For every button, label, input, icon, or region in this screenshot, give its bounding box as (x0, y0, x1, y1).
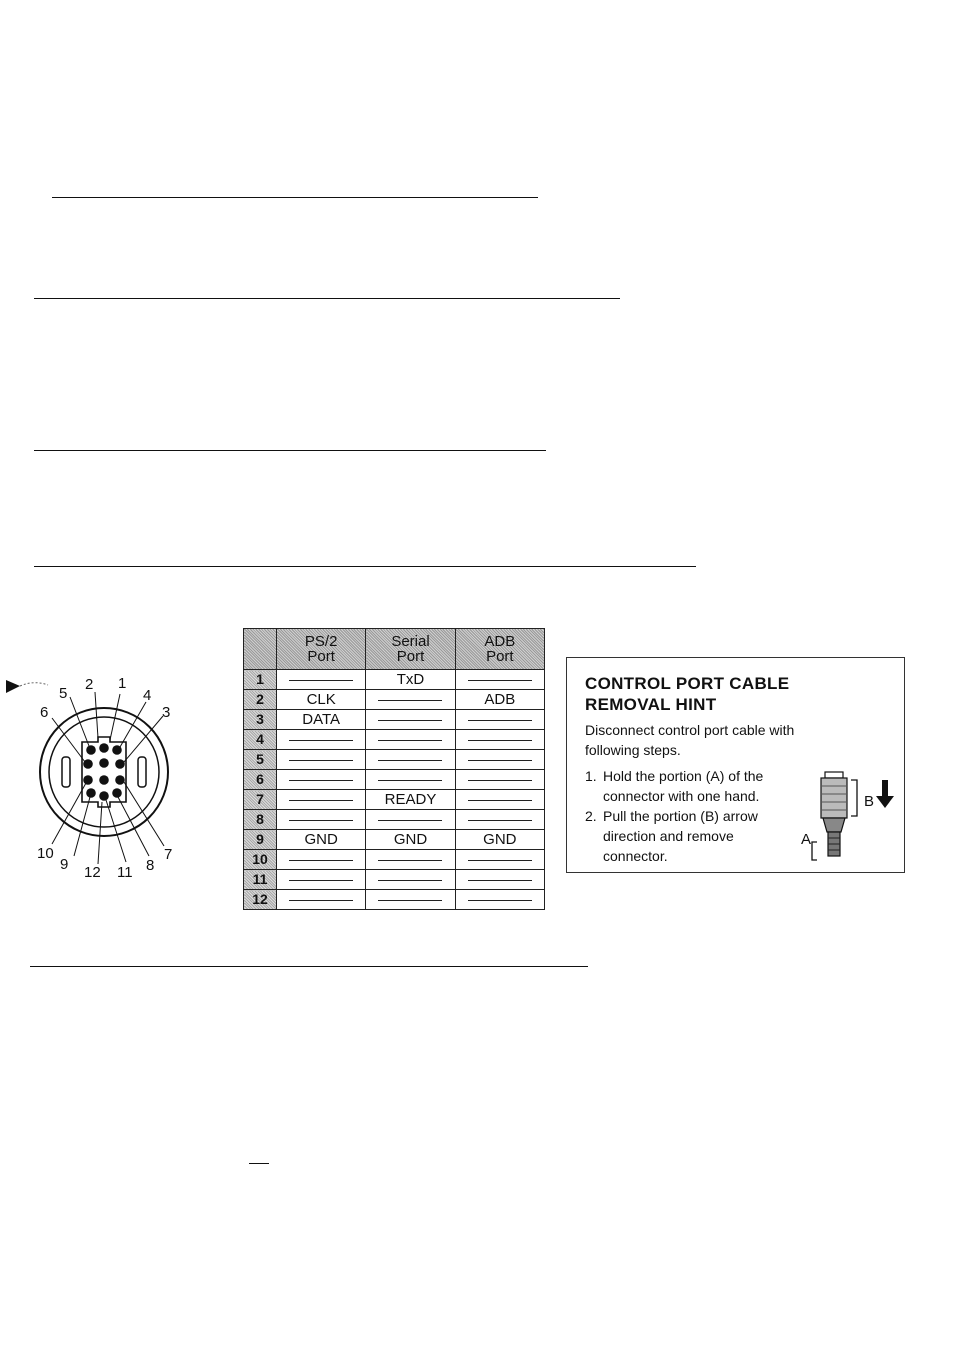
adb-cell (455, 670, 544, 690)
adb-cell (455, 710, 544, 730)
pin-assignment-table (243, 628, 545, 910)
column-header-serial: Serial Port (366, 629, 455, 670)
adb-cell (455, 830, 544, 850)
short-rule (249, 1163, 269, 1164)
serial-cell (366, 770, 455, 790)
empty-cell-dash (289, 820, 353, 821)
pin-label: 4 (143, 687, 152, 704)
serial-cell (366, 850, 455, 870)
pin-number-cell (244, 730, 277, 750)
adb-cell (455, 890, 544, 910)
adb-cell (455, 770, 544, 790)
cell-value: 11 (252, 871, 268, 887)
horizontal-rule (34, 450, 546, 451)
pin-label: 7 (164, 846, 173, 863)
serial-cell (366, 830, 455, 850)
horizontal-rule (34, 298, 620, 299)
table-row (244, 870, 545, 890)
ps2-cell (277, 690, 366, 710)
empty-cell-dash (289, 760, 353, 761)
pin-label: 9 (60, 856, 69, 873)
empty-cell-dash (378, 760, 442, 761)
empty-cell-dash (468, 740, 532, 741)
pin-number-cell (244, 810, 277, 830)
step-number: 1. (585, 768, 597, 784)
ps2-cell (277, 790, 366, 810)
serial-cell (366, 690, 455, 710)
ps2-cell (277, 750, 366, 770)
empty-cell-dash (468, 900, 532, 901)
cell-value: GND (393, 831, 428, 848)
serial-cell (366, 790, 455, 810)
pin-label: 6 (40, 704, 49, 721)
pin-label: 2 (85, 676, 94, 693)
empty-cell-dash (378, 820, 442, 821)
adb-cell (455, 850, 544, 870)
column-header-ps2: PS/2 Port (277, 629, 366, 670)
horizontal-rule (52, 197, 538, 198)
empty-cell-dash (378, 740, 442, 741)
cell-value: 10 (252, 851, 268, 867)
pin-label: 8 (146, 857, 155, 874)
empty-cell-dash (378, 880, 442, 881)
table-corner-cell (244, 629, 277, 670)
serial-cell (366, 750, 455, 770)
empty-cell-dash (468, 820, 532, 821)
table-row (244, 810, 545, 830)
cell-value: GND (304, 831, 338, 848)
step-text: Hold the portion (A) of the connector with one hand. (603, 768, 764, 804)
table-row (244, 830, 545, 850)
empty-cell-dash (378, 900, 442, 901)
ps2-cell (277, 670, 366, 690)
table-row (244, 770, 545, 790)
cell-value: DATA (302, 711, 341, 728)
ps2-cell (277, 770, 366, 790)
table-row (244, 690, 545, 710)
cell-value: CLK (306, 691, 336, 708)
ps2-cell (277, 730, 366, 750)
empty-cell-dash (289, 860, 353, 861)
empty-cell-dash (289, 780, 353, 781)
cell-value: 4 (256, 731, 264, 747)
pin-number-cell (244, 850, 277, 870)
horizontal-rule (30, 966, 588, 967)
serial-cell (366, 870, 455, 890)
pin-label: 5 (59, 685, 68, 702)
hint-intro-text: Disconnect control port cable with following steps. (585, 722, 795, 758)
empty-cell-dash (468, 780, 532, 781)
plug-illustration (799, 766, 899, 866)
cell-value: 7 (256, 791, 264, 807)
ps2-cell (277, 810, 366, 830)
empty-cell-dash (468, 760, 532, 761)
cell-value: 1 (256, 671, 264, 687)
empty-cell-dash (378, 780, 442, 781)
hint-title: CONTROL PORT CABLE REMOVAL HINT (585, 674, 790, 714)
serial-cell (366, 730, 455, 750)
pin-label: 1 (118, 675, 127, 692)
ps2-cell (277, 870, 366, 890)
adb-cell (455, 750, 544, 770)
empty-cell-dash (468, 860, 532, 861)
empty-cell-dash (289, 740, 353, 741)
cell-value: READY (384, 791, 437, 808)
empty-cell-dash (289, 800, 353, 801)
empty-cell-dash (468, 720, 532, 721)
serial-cell (366, 890, 455, 910)
table-row (244, 890, 545, 910)
empty-cell-dash (468, 800, 532, 801)
empty-cell-dash (378, 700, 442, 701)
table-row (244, 730, 545, 750)
pin-number-cell (244, 790, 277, 810)
pin-number-cell (244, 710, 277, 730)
cell-value: 2 (256, 691, 264, 707)
hint-step (585, 806, 800, 866)
empty-cell-dash (289, 880, 353, 881)
empty-cell-dash (468, 680, 532, 681)
table-row (244, 750, 545, 770)
serial-cell (366, 710, 455, 730)
serial-cell (366, 670, 455, 690)
connector-plug-icon (799, 766, 899, 866)
cell-value: TxD (396, 671, 425, 688)
empty-cell-dash (289, 680, 353, 681)
pin-number-cell (244, 750, 277, 770)
pin-number-cell (244, 690, 277, 710)
ps2-cell (277, 710, 366, 730)
adb-cell (455, 810, 544, 830)
pin-number-cell (244, 830, 277, 850)
empty-cell-dash (289, 900, 353, 901)
pin-label: 11 (117, 864, 133, 881)
serial-cell (366, 810, 455, 830)
pin-label: 3 (162, 704, 171, 721)
adb-cell (455, 870, 544, 890)
ps2-cell (277, 830, 366, 850)
pin-label: 10 (37, 845, 54, 862)
cell-value: 6 (256, 771, 264, 787)
ps2-cell (277, 890, 366, 910)
pin-number-cell (244, 770, 277, 790)
pin-number-cell (244, 670, 277, 690)
table-header-row (244, 629, 545, 670)
table-row (244, 790, 545, 810)
adb-cell (455, 690, 544, 710)
column-header-adb: ADB Port (455, 629, 544, 670)
empty-cell-dash (468, 880, 532, 881)
cell-value: 3 (256, 711, 264, 727)
empty-cell-dash (378, 860, 442, 861)
horizontal-rule (34, 566, 696, 567)
label-a: A (801, 831, 812, 848)
hint-step (585, 766, 800, 806)
cell-value: 9 (256, 831, 264, 847)
adb-cell (455, 790, 544, 810)
cell-value: ADB (484, 691, 516, 708)
table-row (244, 710, 545, 730)
pin-number-cell (244, 890, 277, 910)
pin-number-cell (244, 870, 277, 890)
label-b: B (864, 793, 875, 810)
step-text: Pull the portion (B) arrow direction and remove connector. (603, 808, 758, 864)
cell-value: GND (483, 831, 517, 848)
cell-value: 12 (252, 891, 268, 907)
table-row (244, 670, 545, 690)
ps2-cell (277, 850, 366, 870)
table-row (244, 850, 545, 870)
cell-value: 8 (256, 811, 264, 827)
cell-value: 5 (256, 751, 264, 767)
step-number: 2. (585, 808, 597, 824)
connector-pin-diagram (0, 670, 200, 885)
empty-cell-dash (378, 720, 442, 721)
pin-label: 12 (84, 864, 101, 881)
removal-hint-box (566, 657, 905, 873)
adb-cell (455, 730, 544, 750)
